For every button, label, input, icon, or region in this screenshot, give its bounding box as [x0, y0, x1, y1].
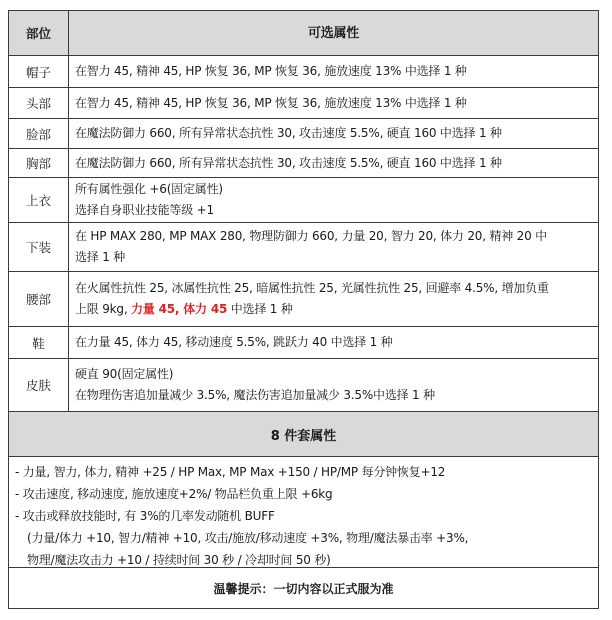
slot-cell: 头部 — [9, 88, 69, 118]
slot-cell: 胸部 — [9, 149, 69, 177]
option-text: 在 HP MAX 280, MP MAX 280, 物理防御力 660, 力量 20, 智力 20, 体力 20, 精神 20 中 — [75, 229, 547, 243]
set-bonus-line: - 力量, 智力, 体力, 精神 +25 / HP Max, MP Max +150 / HP/MP 每分钟恢复+12 — [15, 465, 446, 479]
set-bonus-line: - 攻击速度, 移动速度, 施放速度+2%/ 物品栏负重上限 +6kg — [15, 487, 333, 501]
option-text-prefix: 上限 9kg, — [75, 302, 132, 316]
option-text: 在智力 45, 精神 45, HP 恢复 36, MP 恢复 36, 施放速度 13% 中选择 1 种 — [75, 95, 467, 110]
slot-cell: 下装 — [9, 223, 69, 271]
slot-cell: 脸部 — [9, 119, 69, 148]
highlighted-option: 力量 45, 体力 45 — [131, 302, 228, 316]
option-text-line2 — [75, 299, 592, 320]
option-text: 在力量 45, 体力 45, 移动速度 5.5%, 跳跃力 40 中选择 1 种 — [75, 335, 393, 349]
table-row — [9, 359, 598, 412]
table-row — [9, 327, 598, 359]
set-bonus-line: - 攻击或释放技能时, 有 3%的几率发动随机 BUFF — [15, 509, 275, 523]
option-text: 所有属性强化 +6(固定属性) — [75, 182, 223, 196]
set-bonus-header-row — [9, 412, 598, 457]
table-header-row — [9, 11, 598, 56]
option-text: 在魔法防御力 660, 所有异常状态抗性 30, 攻击速度 5.5%, 硬直 160 中选择 1 种 — [75, 155, 502, 170]
slot-header: 部位 — [9, 11, 69, 55]
set-bonus-line: 物理/魔法攻击力 +10 / 持续时间 30 秒 / 冷却时间 50 秒) — [27, 553, 331, 567]
slot-cell: 帽子 — [9, 56, 69, 87]
table-row — [9, 149, 598, 178]
option-text: 在魔法防御力 660, 所有异常状态抗性 30, 攻击速度 5.5%, 硬直 160 中选择 1 种 — [75, 126, 502, 140]
slot-cell: 腰部 — [9, 272, 69, 326]
option-text: 在智力 45, 精神 45, HP 恢复 36, MP 恢复 36, 施放速度 13% 中选择 1 种 — [75, 64, 467, 78]
table-row — [9, 88, 598, 119]
set-bonus-body — [9, 457, 598, 568]
option-text: 选择 1 种 — [75, 250, 126, 264]
footer-notice: 温馨提示：一切内容以正式服为准 — [213, 581, 394, 596]
table-row — [9, 272, 598, 327]
option-text: 在火属性抗性 25, 冰属性抗性 25, 暗属性抗性 25, 光属性抗性 25, 回避率 4.5%, 增加负重 — [75, 281, 549, 295]
options-header: 可选属性 — [307, 25, 360, 41]
option-text: 在物理伤害追加量减少 3.5%, 魔法伤害追加量减少 3.5%中选择 1 种 — [75, 388, 435, 402]
table-row — [9, 119, 598, 149]
set-bonus-line: (力量/体力 +10, 智力/精神 +10, 攻击/施放/移动速度 +3%, 物理/魔法暴击率 +3%, — [27, 531, 469, 545]
set-bonus-title: 8 件套属性 — [9, 412, 598, 456]
table-row — [9, 178, 598, 223]
equipment-attributes-table — [8, 10, 599, 609]
option-text: 硬直 90(固定属性) — [75, 367, 174, 381]
table-row — [9, 56, 598, 88]
table-row — [9, 223, 598, 272]
slot-cell: 皮肤 — [9, 359, 69, 411]
option-text-suffix: 中选择 1 种 — [227, 302, 293, 316]
slot-cell: 上衣 — [9, 178, 69, 222]
slot-cell: 鞋 — [9, 327, 69, 358]
option-text: 选择自身职业技能等级 +1 — [75, 203, 214, 217]
footer-row — [9, 568, 598, 608]
